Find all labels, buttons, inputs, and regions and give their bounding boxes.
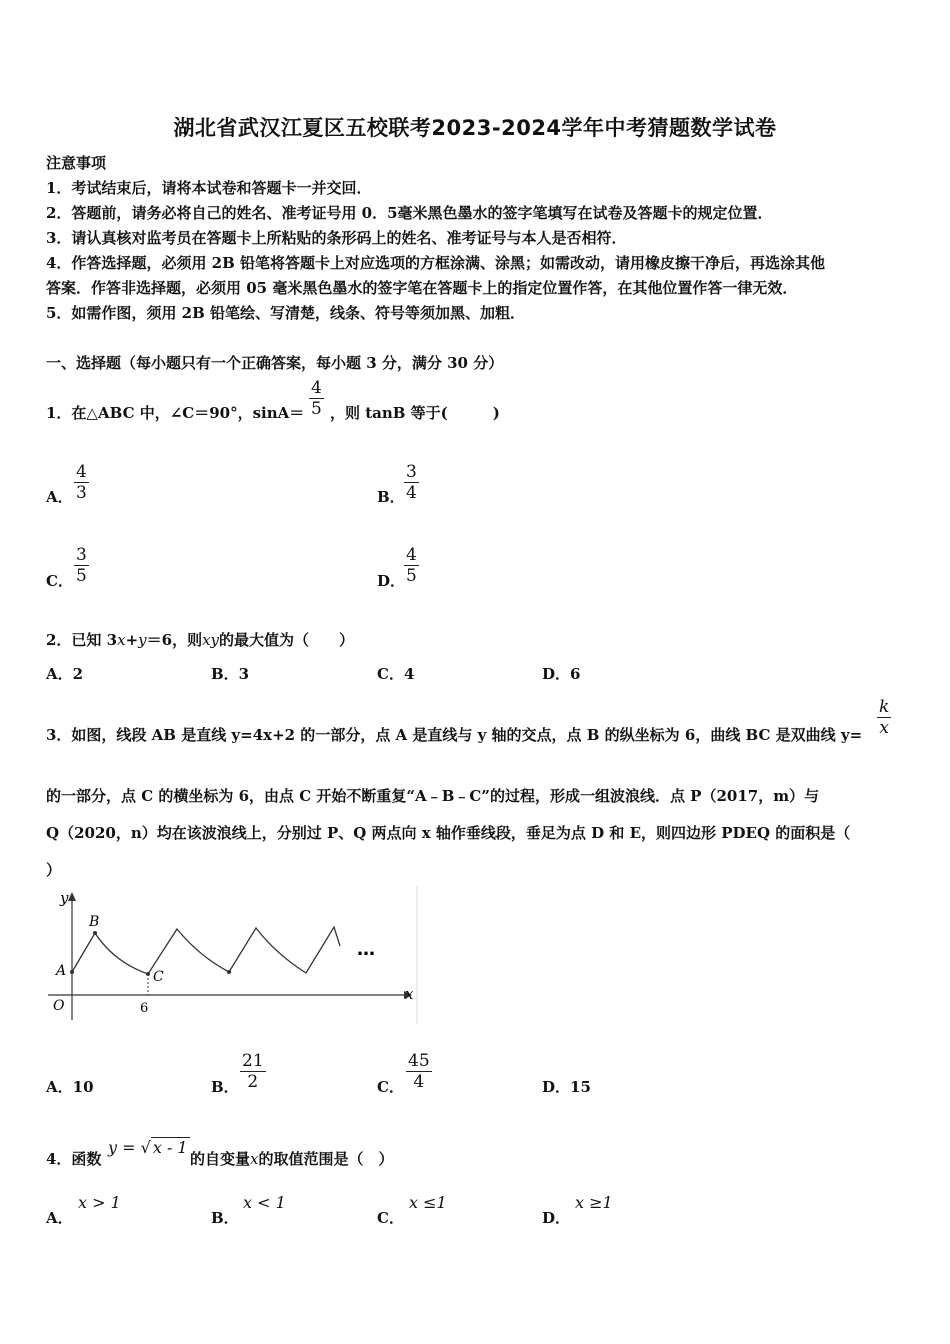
q3-b-num: 21 <box>242 1051 264 1071</box>
q4-func-y: y = <box>108 1138 136 1157</box>
y-axis-arrow <box>68 892 76 901</box>
q1-a-num: 4 <box>76 462 87 482</box>
q4-option-d-label[interactable]: D． <box>542 1209 571 1227</box>
q2-stem-a: 2．已知 3 <box>46 631 118 649</box>
notice-line-3: 3．请认真核对监考员在答题卡上所粘贴的条形码上的姓名、准考证号与本人是否相符． <box>46 229 627 247</box>
label-y: y <box>60 889 69 907</box>
q1-c-num: 3 <box>76 545 87 565</box>
q3-x: x <box>877 717 891 738</box>
q4-func-radicand: x - 1 <box>152 1138 188 1157</box>
tick-6: 6 <box>140 1001 149 1016</box>
point-wave-low-2 <box>227 970 231 974</box>
q1-option-d-fraction <box>404 545 419 586</box>
q1-option-a-fraction <box>74 462 89 503</box>
q3-line-3: Q（2020，n）均在该波浪线上，分别过 P、Q 两点向 x 轴作垂线段，垂足为点 D 和 E，则四边形 PDEQ 的面积是（ <box>46 824 851 842</box>
q3-c-num: 45 <box>408 1051 430 1071</box>
label-a: A <box>56 963 67 979</box>
q1-c-den: 5 <box>76 566 87 586</box>
q3-c-den: 4 <box>406 1071 432 1092</box>
q3-k-over-x-fraction <box>877 697 891 738</box>
q2-option-a[interactable]: A．2 <box>46 665 84 683</box>
q4-option-a-expr: x > 1 <box>78 1193 121 1212</box>
q1-d-den: 5 <box>406 566 417 586</box>
q1-stem-fraction <box>309 378 324 419</box>
q4-stem-b: 的自变量 <box>190 1150 251 1168</box>
q3-line-2: 的一部分，点 C 的横坐标为 6，由点 C 开始不断重复“A﹣B﹣C”的过程，形成一组波浪线．点 P（2017，m）与 <box>46 787 820 805</box>
q1-b-den: 4 <box>406 483 417 503</box>
q2-option-d[interactable]: D．6 <box>542 665 581 683</box>
q1-option-b-label[interactable]: B． <box>377 488 405 506</box>
label-origin: O <box>53 998 65 1014</box>
q1-option-b-fraction <box>404 462 419 503</box>
q3-option-b-label[interactable]: B． <box>211 1078 239 1096</box>
q1-a-den: 3 <box>76 483 87 503</box>
q3-line-1: 3．如图，线段 AB 是直线 y=4x+2 的一部分，点 A 是直线与 y 轴的交点，点 B 的纵坐标为 6，曲线 BC 是双曲线 y= <box>46 726 863 744</box>
q3-k: k <box>879 697 890 717</box>
notice-line-4b: 答案．作答非选择题，必须用 05 毫米黑色墨水的签字笔在答题卡上的指定位置作答，在其他位置作答一律无效． <box>46 279 798 297</box>
q1-b-num: 3 <box>406 462 417 482</box>
point-a <box>70 970 74 974</box>
label-x: x <box>405 985 414 1003</box>
notice-heading: 注意事项 <box>46 154 107 172</box>
q4-option-d-expr: x ≥1 <box>575 1193 613 1212</box>
q2-var-x: x <box>117 631 126 649</box>
q1-d-num: 4 <box>406 545 417 565</box>
notice-line-5: 5．如需作图，须用 2B 铅笔绘、写清楚，线条、符号等须加黑、加粗． <box>46 304 525 322</box>
point-b <box>93 931 97 935</box>
q1-stem-a: 1．在△ABC 中，∠C＝90°，sinA＝ <box>46 404 305 422</box>
q1-option-c-label[interactable]: C． <box>46 572 73 590</box>
q2-var-y: y <box>138 631 147 649</box>
q4-stem-rest <box>190 1148 394 1169</box>
q4-option-a-label[interactable]: A． <box>46 1209 73 1227</box>
q3-option-b-fraction <box>240 1051 266 1092</box>
q2-var-xy: xy <box>202 631 220 649</box>
q4-option-b-expr: x < 1 <box>243 1193 286 1212</box>
q2-stem-plus: + <box>125 631 139 649</box>
q3-option-d[interactable]: D．15 <box>542 1078 591 1096</box>
q3-option-c-label[interactable]: C． <box>377 1078 404 1096</box>
sqrt-icon: √ <box>140 1138 151 1157</box>
q2-stem-d: 的最大值为（ ） <box>219 631 355 649</box>
q1-stem-frac-num: 4 <box>311 378 322 398</box>
notice-line-1: 1．考试结束后，请将本试卷和答题卡一并交回． <box>46 179 372 197</box>
q3-line-4: ） <box>46 861 62 879</box>
q1-stem-b: ，则 tanB 等于( ) <box>330 404 500 422</box>
wave-curve <box>72 927 340 974</box>
q1-option-c-fraction <box>74 545 89 586</box>
q4-option-b-label[interactable]: B． <box>211 1209 239 1227</box>
q4-stem-a: 4．函数 <box>46 1150 102 1168</box>
q2-option-c[interactable]: C．4 <box>377 665 415 683</box>
label-b: B <box>89 914 100 930</box>
q3-option-c-fraction <box>406 1051 432 1092</box>
q3-b-den: 2 <box>240 1071 266 1092</box>
page-title: 湖北省武汉江夏区五校联考2023-2024学年中考猜题数学试卷 <box>173 116 777 140</box>
q4-var-x: x <box>250 1150 259 1168</box>
notice-line-4a: 4．作答选择题，必须用 2B 铅笔将答题卡上对应选项的方框涂满、涂黑；如需改动，请用橡皮擦干净后，再选涂其他 <box>46 254 826 272</box>
q1-stem-frac-den: 5 <box>311 399 322 419</box>
q4-stem-c: 的取值范围是（ ） <box>258 1150 394 1168</box>
q2-stem <box>46 629 354 650</box>
q4-option-c-expr: x ≤1 <box>409 1193 447 1212</box>
q4-function <box>108 1138 190 1157</box>
label-c: C <box>153 969 164 985</box>
notice-line-2: 2．答题前，请务必将自己的姓名、准考证号用 0．5毫米黑色墨水的签字笔填写在试卷及答题卡的规定位置． <box>46 204 773 222</box>
q2-option-b[interactable]: B．3 <box>211 665 250 683</box>
q1-option-d-label[interactable]: D． <box>377 572 406 590</box>
q3-wave-graph <box>44 886 420 1024</box>
q2-stem-c: ＝6，则 <box>146 631 203 649</box>
section-heading: 一、选择题（每小题只有一个正确答案，每小题 3 分，满分 30 分） <box>46 354 504 372</box>
q3-option-a[interactable]: A．10 <box>46 1078 94 1096</box>
continuation-dots: … <box>357 939 375 960</box>
q4-option-c-label[interactable]: C． <box>377 1209 404 1227</box>
q1-option-a-label[interactable]: A． <box>46 488 73 506</box>
